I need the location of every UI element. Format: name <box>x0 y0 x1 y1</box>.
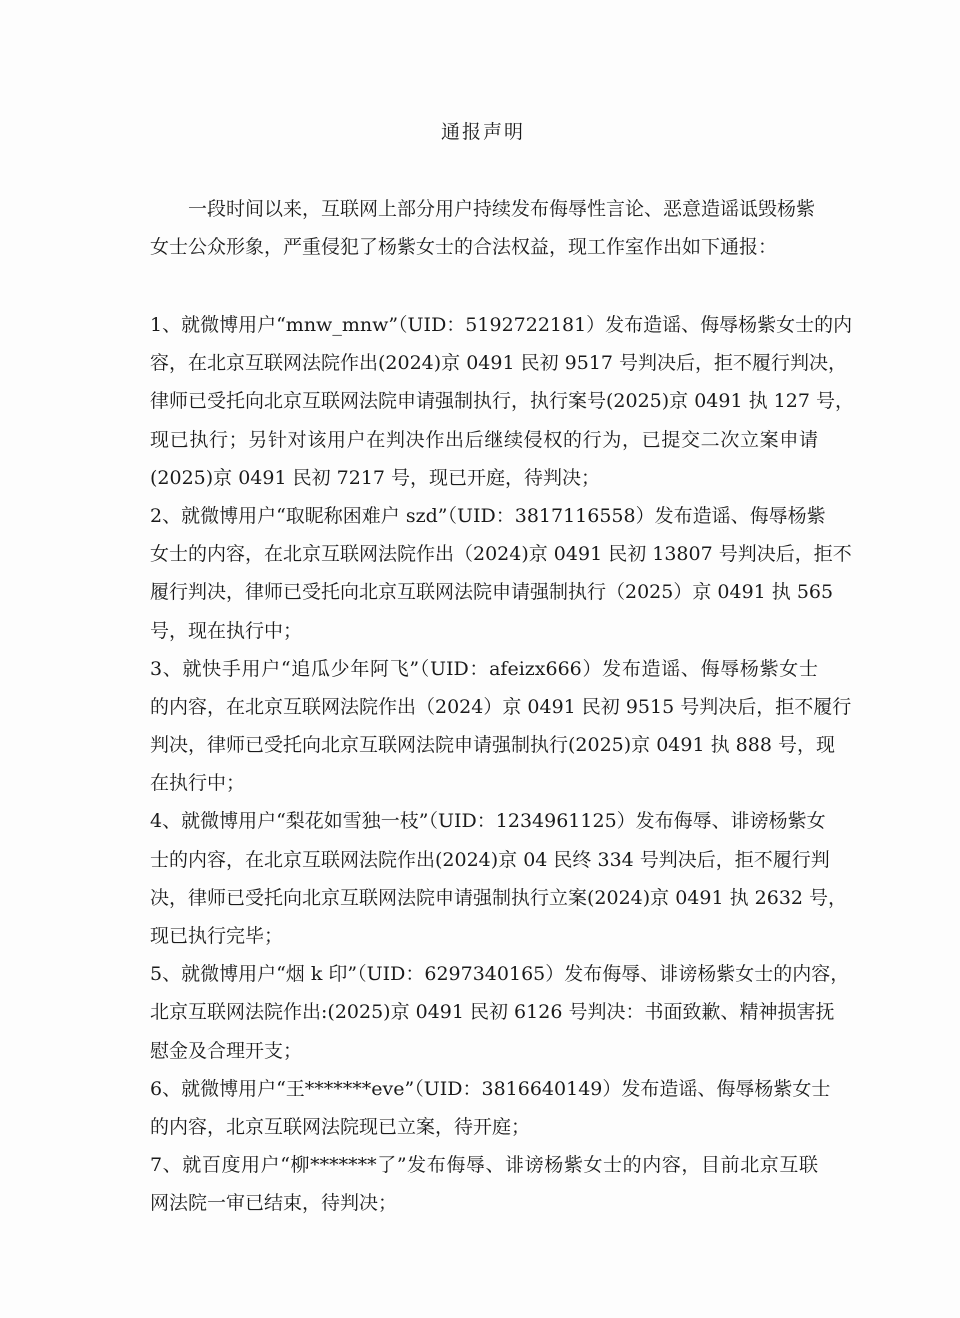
intro-line: 一段时间以来，互联网上部分用户持续发布侮辱性言论、恶意造谣诋毁杨紫 <box>188 198 816 220</box>
item-line: 在执行中； <box>150 772 246 795</box>
item-line: 3、就快手用户“追瓜少年阿飞”（UID：afeizx666）发布造谣、侮辱杨紫女士 <box>150 657 818 680</box>
item-line: (2025)京 0491 民初 7217 号，现已开庭，待判决； <box>150 466 601 489</box>
item-line: 女士的内容，在北京互联网法院作出（2024)京 0491 民初 13807 号判决后，拒不 <box>150 543 852 566</box>
item-line: 现已执行完毕； <box>150 925 284 947</box>
item-line: 北京互联网法院作出:(2025)京 0491 民初 6126 号判决：书面致歉、精神损害抚 <box>150 1001 835 1024</box>
list-item-2 <box>150 497 852 650</box>
item-line: 号，现在执行中； <box>150 619 303 642</box>
intro-paragraph <box>150 190 830 266</box>
item-line: 的内容，北京互联网法院现已立案，待开庭； <box>150 1115 531 1138</box>
item-line: 2、就微博用户“取昵称困难户 szd”（UID：3817116558）发布造谣、侮辱杨紫 <box>150 504 826 527</box>
item-line: 的内容，在北京互联网法院作出（2024）京 0491 民初 9515 号判决后，拒不履行 <box>150 695 852 718</box>
intro-line: 女士公众形象，严重侵犯了杨紫女士的合法权益，现工作室作出如下通报： <box>150 236 778 258</box>
list-item-4 <box>150 802 848 955</box>
item-line: 网法院一审已结束，待判决； <box>150 1192 398 1215</box>
document-title: 通报声明 <box>440 121 525 143</box>
item-line: 1、就微博用户“mnw_mnw”（UID：5192722181）发布造谣、侮辱杨紫女士的内 <box>150 314 853 336</box>
item-line: 履行判决，律师已受托向北京互联网法院申请强制执行（2025）京 0491 执 565 <box>150 581 834 604</box>
item-line: 6、就微博用户“王*******eve”（UID：3816640149）发布造谣、侮辱杨紫女士 <box>150 1077 831 1100</box>
item-line: 5、就微博用户“烟 k 印”（UID：6297340165）发布侮辱、诽谤杨紫女士的内容， <box>150 963 850 986</box>
item-line: 判决，律师已受托向北京互联网法院申请强制执行(2025)京 0491 执 888 号，现 <box>150 734 835 757</box>
item-line: 4、就微博用户“梨花如雪独一枝”（UID：1234961125）发布侮辱、诽谤杨紫女 <box>150 810 826 833</box>
items-list <box>150 306 854 1223</box>
item-line: 7、就百度用户“柳*******了”发布侮辱、诽谤杨紫女士的内容，目前北京互联 <box>150 1154 818 1177</box>
list-item-5 <box>150 955 850 1070</box>
list-item-7 <box>150 1146 830 1222</box>
item-line: 士的内容，在北京互联网法院作出(2024)京 04 民终 334 号判决后，拒不履行判 <box>150 848 830 871</box>
list-item-6 <box>150 1070 830 1146</box>
item-line: 慰金及合理开支； <box>150 1039 303 1062</box>
list-item-3 <box>150 650 852 803</box>
item-line: 现已执行；另针对该用户在判决作出后继续侵权的行为，已提交二次立案申请 <box>150 428 818 451</box>
item-line: 容，在北京互联网法院作出(2024)京 0491 民初 9517 号判决后，拒不履行判决， <box>150 352 848 375</box>
item-line: 律师已受托向北京互联网法院申请强制执行，执行案号(2025)京 0491 执 127 号， <box>150 390 854 413</box>
item-line: 决，律师已受托向北京互联网法院申请强制执行立案(2024)京 0491 执 2632 号， <box>150 886 848 909</box>
list-item-1 <box>150 306 854 497</box>
